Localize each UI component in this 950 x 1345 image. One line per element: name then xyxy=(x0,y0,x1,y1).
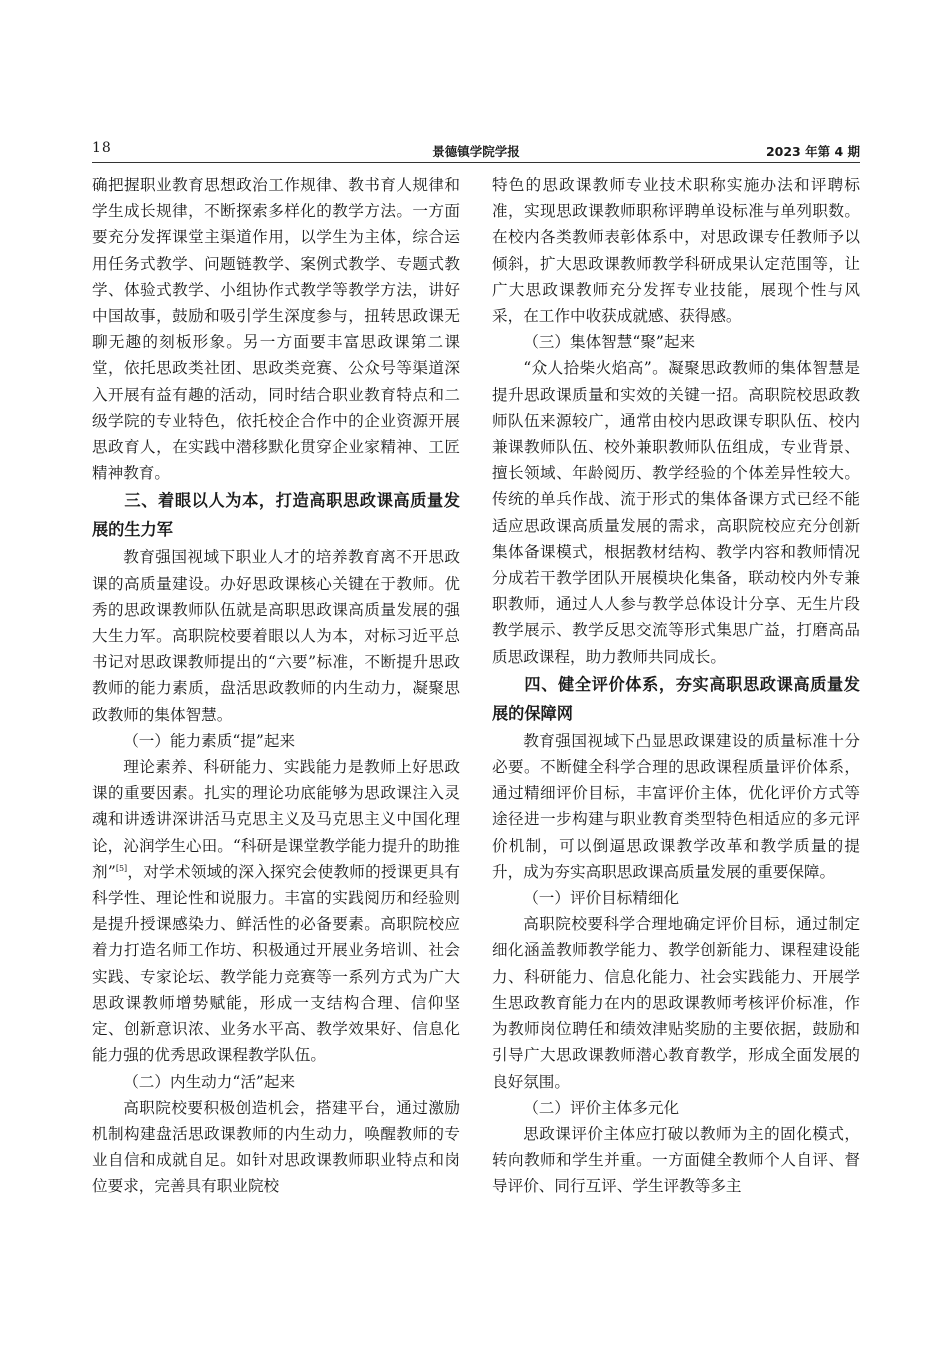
running-header xyxy=(92,140,860,162)
section-heading-3: 三、着眼以人为本，打造高职思政课高质量发展的生力军 xyxy=(92,491,460,540)
journal-title: 景德镇学院学报 xyxy=(432,144,520,159)
subheading-4: （一）评价目标精细化 xyxy=(523,889,680,908)
paragraph-text: ，对学术领域的深入探究会使教师的授课更具有科学性、理论性和说服力。丰富的实践阅历和经验则是提升授课感染力、鲜活性的必备要素。高职院校应着力打造名师工作坊、积极通过开展业务培训、社会实践、专家论坛、教学能力竞赛等一系列方式为广大思政课教师增势赋能，形成一支结构合理、信仰坚定、创新意识浓、业务水平高、教学效果好、信息化能力强的优秀思政课程教学队伍。 xyxy=(92,862,460,1065)
paragraph: 特色的思政课教师专业技术职称实施办法和评聘标准，实现思政课教师职称评聘单设标准与单列职数。在校内各类教师表彰体系中，对思政课专任教师予以倾斜，扩大思政课教师教学科研成果认定范围等，让广大思政课教师充分发挥专业技能，展现个性与风采，在工作中收获成就感、获得感。 xyxy=(492,176,860,326)
section-heading-4: 四、健全评价体系，夯实高职思政课高质量发展的保障网 xyxy=(492,674,860,723)
paragraph-with-citation xyxy=(92,754,460,1068)
paragraph: 教育强国视域下职业人才的培养教育离不开思政课的高质量建设。办好思政课核心关键在于教师。优秀的思政课教师队伍就是高职思政课高质量发展的强大生力军。高职院校要着眼以人为本，对标习近平总书记对思政课教师提出的“六要”标准，不断提升思政教师的能力素质，盘活思政教师的内生动力，凝聚思政教师的集体智慧。 xyxy=(92,548,460,724)
subheading-1: （一）能力素质“提”起来 xyxy=(123,731,296,750)
subheading-5: （二）评价主体多元化 xyxy=(523,1098,680,1117)
right-column xyxy=(492,172,860,1200)
subheading-2: （二）内生动力“活”起来 xyxy=(123,1072,296,1091)
header-rule xyxy=(92,162,860,163)
paragraph: 高职院校要科学合理地确定评价目标，通过制定细化涵盖教师教学能力、教学创新能力、课程建设能力、科研能力、信息化能力、社会实践能力、开展学生思政教育能力在内的思政课教师考核评价标准，作为教师岗位聘任和绩效津贴奖励的主要依据，鼓励和引导广大思政课教师潜心教育教学，形成全面发展的良好氛围。 xyxy=(492,915,860,1091)
subheading-3: （三）集体智慧“聚”起来 xyxy=(523,333,696,352)
left-column xyxy=(92,172,460,1200)
paragraph-text: 理论素养、科研能力、实践能力是教师上好思政课的重要因素。扎实的理论功底能够为思政课注入灵魂和讲透讲深讲活马克思主义及马克思主义中国化理论，沁润学生心田。“科研是课堂教学能力提升的助推剂” xyxy=(92,758,460,881)
issue-label: 2023 年第 4 期 xyxy=(765,144,860,159)
citation-ref: [5] xyxy=(115,863,128,873)
paragraph: 教育强国视域下凸显思政课建设的质量标准十分必要。不断健全科学合理的思政课程质量评价体系，通过精细评价目标，丰富评价主体，优化评价方式等途径进一步构建与职业教育类型特色相适应的多元评价机制，可以倒逼思政课教学改革和教学质量的提升，成为夯实高职思政课高质量发展的重要保障。 xyxy=(492,731,860,881)
paragraph: 确把握职业教育思想政治工作规律、教书育人规律和学生成长规律，不断探索多样化的教学方法。一方面要充分发挥课堂主渠道作用，以学生为主体，综合运用任务式教学、问题链教学、案例式教学、专题式教学、体验式教学、小组协作式教学等教学方法，讲好中国故事，鼓励和吸引学生深度参与，扭转思政课无聊无趣的刻板形象。另一方面要丰富思政课第二课堂，依托思政类社团、思政类竞赛、公众号等渠道深入开展有益有趣的活动，同时结合职业教育特点和二级学院的专业特色，依托校企合作中的企业资源开展思政育人，在实践中潜移默化贯穿企业家精神、工匠精神教育。 xyxy=(92,176,460,483)
paragraph: 思政课评价主体应打破以教师为主的固化模式，转向教师和学生并重。一方面健全教师个人自评、督导评价、同行互评、学生评教等多主 xyxy=(492,1124,860,1196)
paragraph: “众人拾柴火焰高”。凝聚思政教师的集体智慧是提升思政课质量和实效的关键一招。高职院校思政教师队伍来源较广，通常由校内思政课专职队伍、校内兼课教师队伍、校外兼职教师队伍组成，专业背景、擅长领域、年龄阅历、教学经验的个体差异性较大。传统的单兵作战、流于形式的集体备课方式已经不能适应思政课高质量发展的需求，高职院校应充分创新集体备课模式，根据教材结构、教学内容和教师情况分成若干教学团队开展模块化集备，联动校内外专兼职教师，通过人人参与教学总体设计分享、无生片段教学展示、教学反思交流等形式集思广益，打磨高品质思政课程，助力教师共同成长。 xyxy=(492,359,860,666)
paragraph: 高职院校要积极创造机会，搭建平台，通过激励机制构建盘活思政课教师的内生动力，唤醒教师的专业自信和成就自足。如针对思政课教师职业特点和岗位要求，完善具有职业院校 xyxy=(92,1098,460,1196)
page-number: 18 xyxy=(92,140,112,156)
